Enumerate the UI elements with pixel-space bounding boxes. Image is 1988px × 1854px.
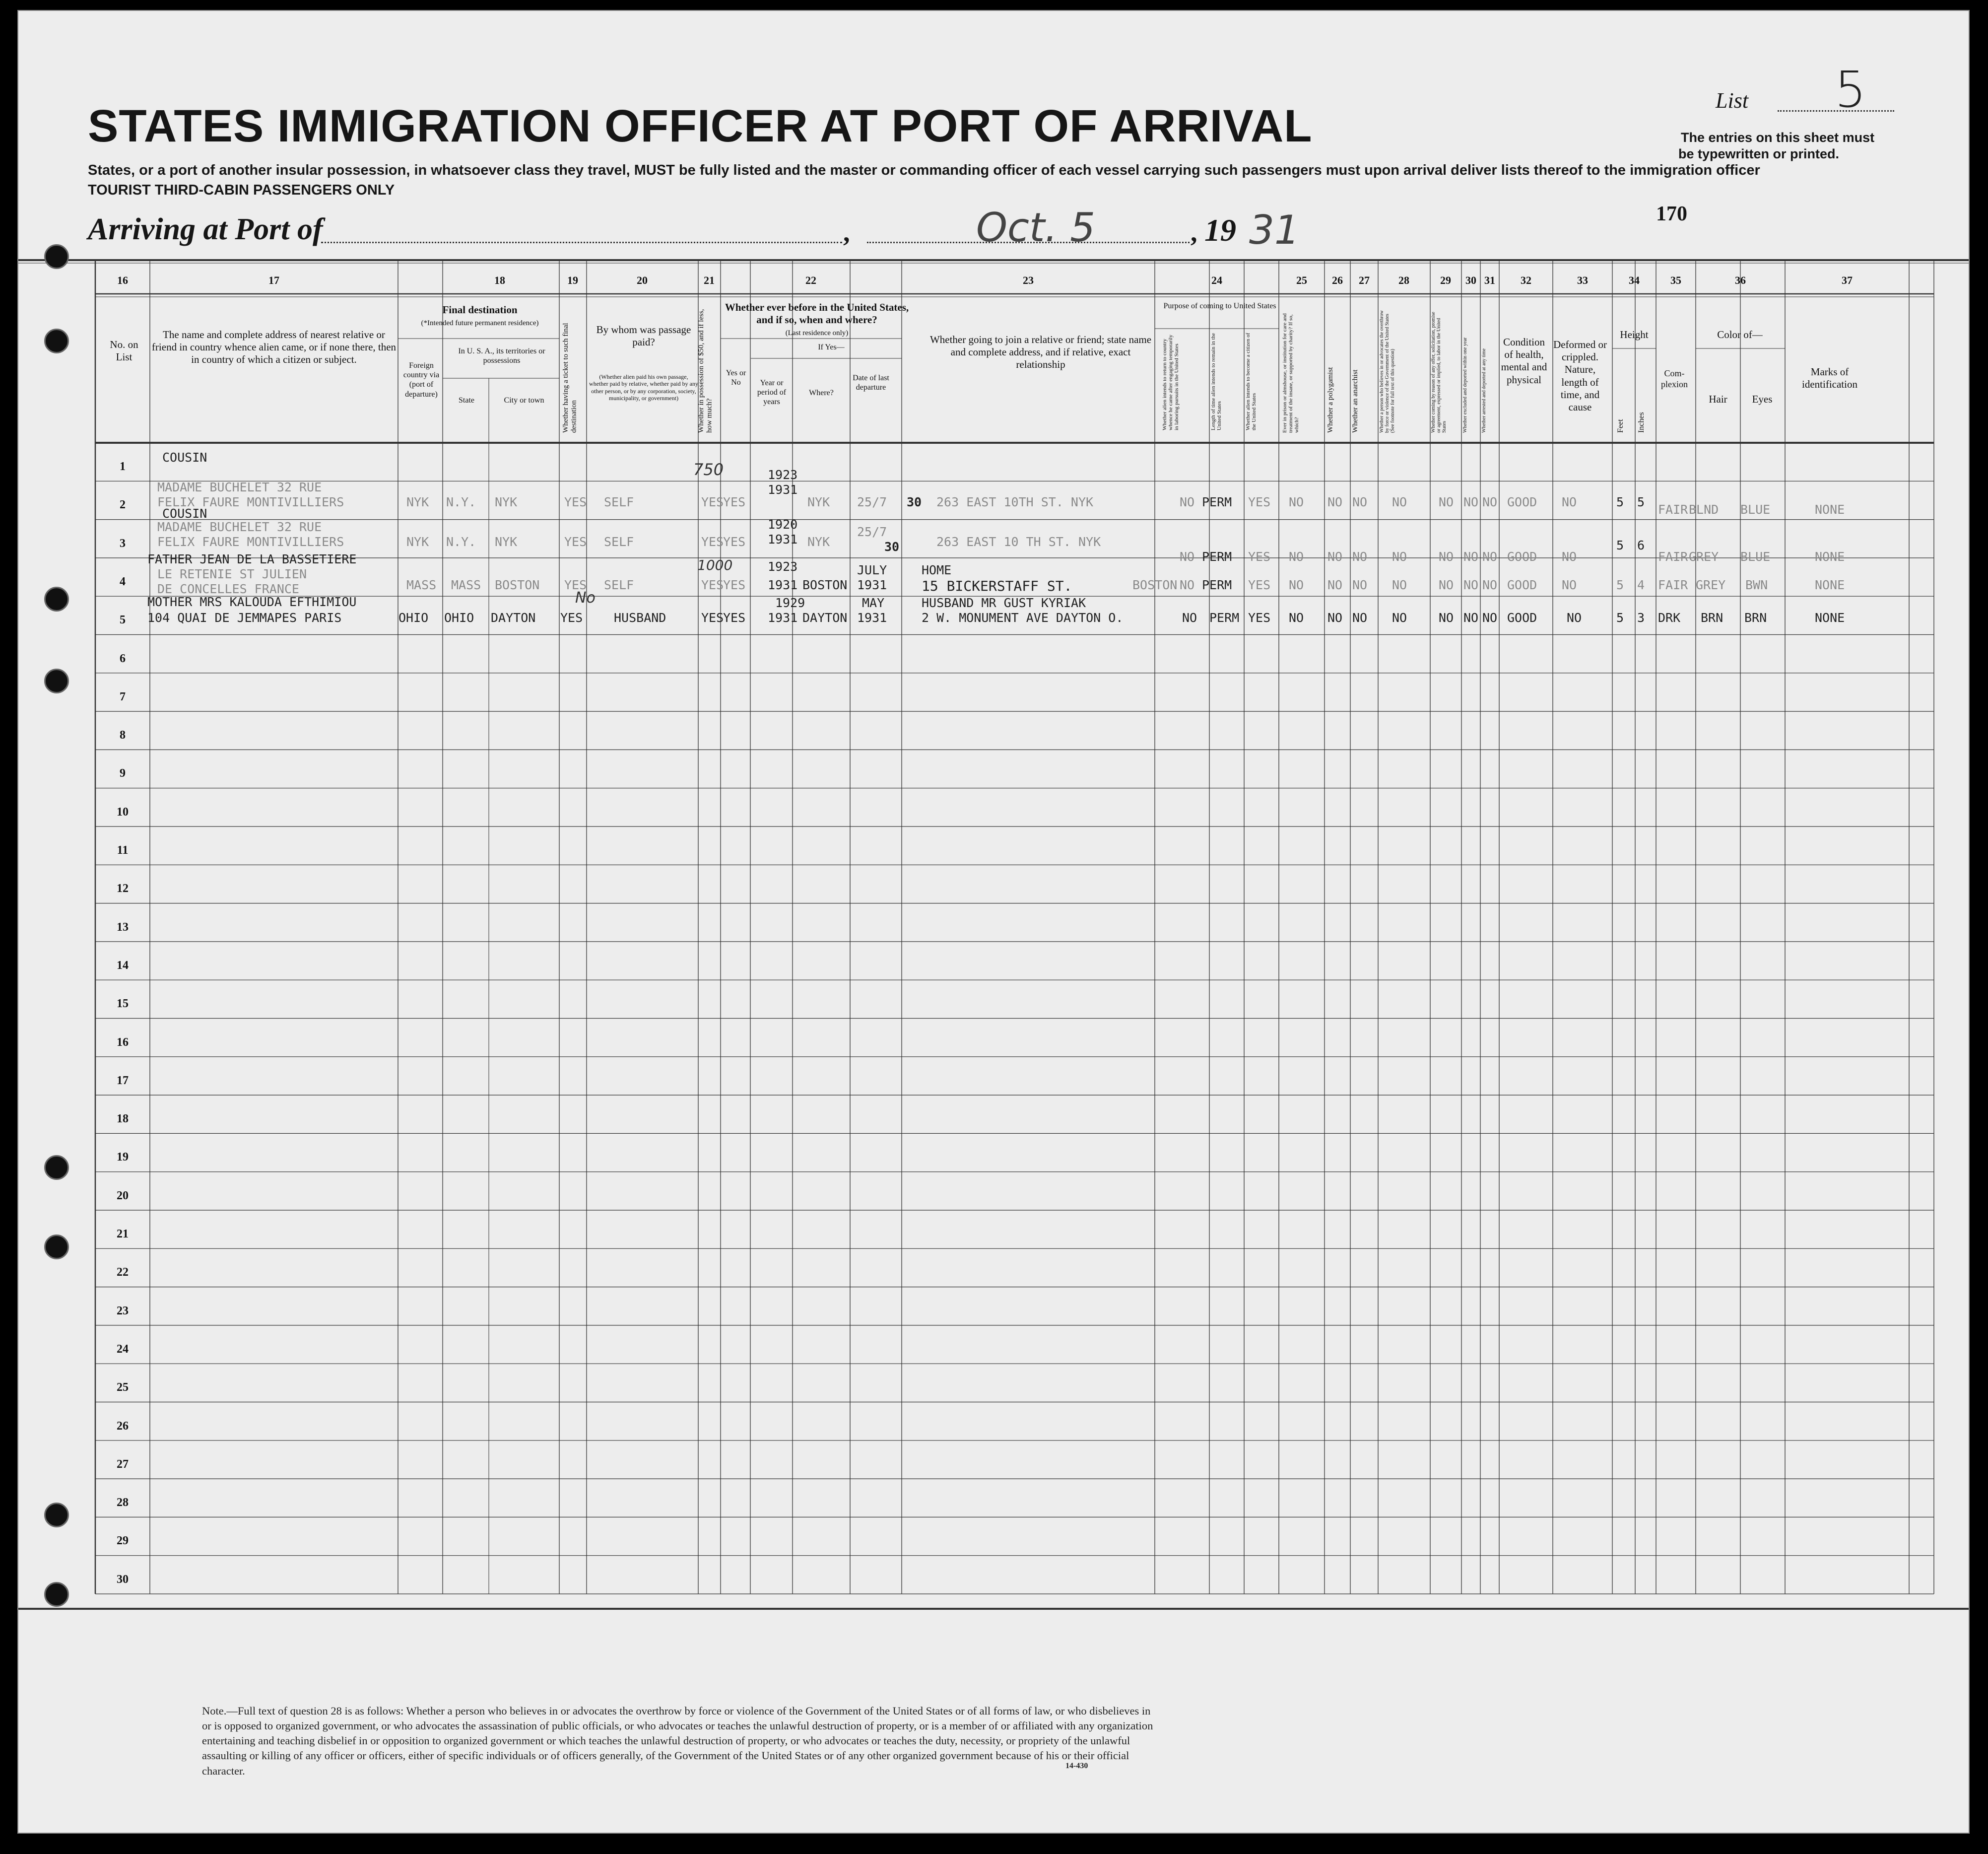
join-address: HOME	[922, 563, 952, 577]
row-number: 20	[117, 1189, 129, 1202]
health-condition: GOOD	[1507, 578, 1537, 592]
q28-answer: NO	[1392, 549, 1407, 564]
join-house-number: 30	[907, 495, 922, 509]
q29-answer: NO	[1439, 495, 1454, 509]
health-condition: GOOD	[1507, 611, 1537, 625]
height-inches: 6	[1637, 538, 1645, 552]
foreign-country: NYK	[406, 535, 429, 549]
departure-date: 25/7	[857, 525, 887, 539]
relationship-label: FATHER JEAN DE LA BASSETIERE	[147, 552, 357, 566]
header-q31: Whether arrested and deported at any time	[1481, 348, 1487, 433]
join-address: 263 EAST 10 TH ST. NYK	[936, 535, 1101, 549]
residence-where: NYK	[807, 495, 830, 509]
eye-color: BLUE	[1740, 502, 1771, 517]
purpose-citizen: YES	[1248, 611, 1271, 625]
years-in-us: 1931	[768, 611, 798, 625]
q30-answer: NO	[1463, 611, 1479, 625]
join-house-number: 30	[884, 540, 900, 554]
header-in-usa: In U. S. A., its territories or possessions	[458, 347, 545, 365]
residence-where: BOSTON	[802, 578, 848, 592]
height-feet: 5	[1616, 578, 1624, 592]
row-number: 27	[117, 1457, 129, 1471]
q26-answer: NO	[1327, 578, 1343, 592]
footnote: Note.—Full text of question 28 is as follows: Whether a person who believes in or advocates the overthrow by force or violence of the Government of the United States or of all forms of law, or who disbelieves in or is opposed to organized government, or who advocates the assassination of public officials, or who advocates or teaches the unlawful destruction of property, or is a member of or affiliated with any organization entertaining and teaching disbelief in or opposition to organized government or which teaches the unlawful destruction of property, or who advocates or teaches the duty, necessity, or propriety of the unlawful assaulting or killing of any officer or officers, either of specific individuals or of officers generally, of the Government of the United States or of any other organized government because of his or their official character.	[202, 1705, 1153, 1777]
q27-answer: NO	[1352, 578, 1368, 592]
row-number: 18	[117, 1112, 129, 1126]
column-number: 27	[1359, 274, 1370, 286]
complexion: FAIR	[1658, 502, 1688, 517]
possession-answer: YES	[701, 535, 724, 549]
page-title: STATES IMMIGRATION OFFICER AT PORT OF ARRIVAL	[88, 101, 1313, 151]
height-feet: 5	[1616, 611, 1624, 625]
q26-answer: NO	[1327, 495, 1343, 509]
departure-date: JULY	[857, 563, 887, 577]
binder-hole	[44, 1155, 69, 1180]
column-number: 29	[1440, 274, 1451, 286]
column-number: 16	[117, 274, 128, 286]
arriving-label: Arriving at Port of	[88, 212, 323, 246]
row-number: 2	[120, 498, 126, 512]
class-line: TOURIST THIRD-CABIN PASSENGERS ONLY	[88, 182, 395, 198]
foreign-country: NYK	[406, 495, 429, 509]
complexion: FAIR	[1658, 578, 1688, 592]
q31-answer: NO	[1482, 578, 1498, 592]
column-number: 30	[1465, 274, 1476, 286]
departure-date: MAY	[862, 596, 885, 610]
row-number: 24	[117, 1342, 129, 1356]
header-feet: Feet	[1616, 419, 1625, 433]
q28-answer: NO	[1392, 611, 1407, 625]
ticket-answer: YES	[560, 611, 583, 625]
height-feet: 5	[1616, 495, 1624, 509]
relative-name: LE RETENIE ST JULIEN	[157, 567, 307, 581]
header-state: State	[459, 396, 474, 405]
departure-date: 1931	[857, 611, 887, 625]
q25-answer: NO	[1289, 611, 1304, 625]
years-in-us: 1931	[768, 482, 798, 497]
sheet-number: 170	[1656, 203, 1687, 225]
purpose-length: PERM	[1202, 549, 1232, 564]
row-number: 3	[120, 537, 126, 550]
relative-address: 104 QUAI DE JEMMAPES PARIS	[147, 611, 342, 625]
header-polygamist: Whether a polygamist	[1326, 367, 1334, 433]
q30-answer: NO	[1463, 578, 1479, 592]
relative-address: DE CONCELLES FRANCE	[157, 582, 299, 596]
destination-city: BOSTON	[495, 578, 540, 592]
header-passage-note: (Whether alien paid his own passage, whether paid by relative, whether paid by any other person, or by any corporation, society, municipality, or government)	[589, 373, 698, 402]
header-final-destination-note: (*Intended future permanent residence)	[421, 319, 539, 327]
height-inches: 3	[1637, 611, 1645, 625]
column-number: 31	[1484, 274, 1495, 286]
hair-color: GREY	[1696, 578, 1726, 592]
foreign-country: MASS	[406, 578, 437, 592]
passage-paid-by: SELF	[604, 578, 634, 592]
arrival-date: Oct. 5	[976, 205, 1096, 251]
q31-answer: NO	[1482, 549, 1498, 564]
header-purpose-length: Length of time alien intends to remain in the United States	[1210, 333, 1223, 430]
header-condition: Condition of health, mental and physical	[1501, 336, 1547, 386]
money-amount: 750	[693, 460, 724, 479]
join-address: HUSBAND MR GUST KYRIAK	[922, 596, 1086, 610]
header-anarchist: Whether an anarchist	[1351, 369, 1359, 433]
destination-city: NYK	[495, 495, 518, 509]
header-inches: Inches	[1637, 412, 1646, 433]
manifest-sheet	[17, 10, 1970, 1834]
header-where: Where?	[809, 389, 834, 397]
header-prison: Ever in prison or almshouse, or institution for care and treatment of the insane, or supported by charity? If so, which?	[1282, 313, 1300, 433]
header-before-us: Whether ever before in the United States, and if so, when and where?	[725, 301, 909, 326]
column-number: 37	[1842, 274, 1853, 286]
destination-state: MASS	[451, 578, 481, 592]
header-relative: The name and complete address of nearest relative or friend in country whence alien came, or if none there, then in country of which a citizen or subject.	[151, 329, 397, 366]
column-number: 28	[1398, 274, 1409, 286]
row-number: 4	[120, 575, 126, 588]
column-number: 23	[1023, 274, 1034, 286]
q25-answer: NO	[1289, 578, 1304, 592]
row-number: 25	[117, 1381, 129, 1394]
q31-answer: NO	[1482, 495, 1498, 509]
eye-color: BWN	[1745, 578, 1768, 592]
header-purpose-return: Whether alien intends to return to country whence he came after engaging temporarily in laboring pursuits in the United States	[1162, 335, 1180, 430]
header-date-departure: Date of last departure	[853, 374, 889, 392]
row-number: 1	[120, 460, 126, 474]
header-foreign-country: Foreign country via (port of departure)	[403, 361, 440, 399]
deformed-answer: NO	[1562, 549, 1577, 564]
q25-answer: NO	[1289, 495, 1304, 509]
year-prefix: 19	[1204, 212, 1236, 248]
years-in-us: 1931	[768, 532, 798, 547]
header-purpose: Purpose of coming to United States	[1163, 302, 1276, 310]
residence-where: NYK	[807, 535, 830, 549]
row-number: 29	[117, 1534, 129, 1548]
row-number: 11	[117, 844, 129, 857]
header-purpose-citizen: Whether alien intends to become a citizen of the United States	[1245, 333, 1258, 430]
purpose-citizen: YES	[1248, 495, 1271, 509]
q27-answer: NO	[1352, 495, 1368, 509]
row-number: 28	[117, 1496, 129, 1510]
q27-answer: NO	[1352, 611, 1368, 625]
height-feet: 5	[1616, 538, 1624, 552]
comma-separator: ,	[843, 217, 850, 247]
ticket-answer: YES	[564, 578, 587, 592]
header-eyes: Eyes	[1752, 393, 1773, 405]
before-us-answer: YES	[723, 611, 746, 625]
join-address: BOSTON	[1132, 578, 1178, 592]
purpose-citizen: YES	[1248, 578, 1271, 592]
ticket-answer: YES	[564, 535, 587, 549]
header-before-us-note: (Last residence only)	[785, 329, 849, 337]
row-number: 7	[120, 690, 126, 703]
header-if-yes: If Yes—	[818, 343, 845, 351]
before-us-answer: YES	[723, 495, 746, 509]
relative-address: FELIX FAURE MONTIVILLIERS	[157, 535, 344, 549]
column-number: 33	[1577, 274, 1588, 286]
deformed-answer: NO	[1562, 495, 1577, 509]
q30-answer: NO	[1463, 549, 1479, 564]
row-number: 19	[117, 1151, 129, 1164]
purpose-length: PERM	[1202, 578, 1232, 592]
q25-answer: NO	[1289, 549, 1304, 564]
destination-city: DAYTON	[491, 611, 536, 625]
instructions-line-2: be typewritten or printed.	[1678, 146, 1840, 161]
identification-marks: NONE	[1815, 549, 1845, 564]
column-number: 24	[1211, 274, 1222, 286]
instructions-line-1: The entries on this sheet must	[1681, 130, 1875, 145]
header-q29: Whether coming by reason of any offer, solicitation, promise or agreement, expressed or implied, to labor in the United States	[1431, 312, 1447, 433]
row-number: 13	[117, 920, 129, 934]
destination-state: N.Y.	[446, 495, 476, 509]
identification-marks: NONE	[1815, 502, 1845, 517]
hair-color: BLND	[1689, 502, 1719, 517]
row-number: 8	[120, 729, 126, 742]
row-number: 6	[120, 652, 126, 665]
list-label: List	[1716, 88, 1749, 113]
purpose-length: PERM	[1202, 495, 1232, 509]
header-no-on-list: No. on List	[110, 339, 138, 363]
row-number: 22	[117, 1266, 129, 1279]
years-in-us: 1923	[768, 559, 798, 574]
row-number: 30	[117, 1573, 129, 1586]
q27-answer: NO	[1352, 549, 1368, 564]
years-in-us: 1923	[768, 468, 798, 482]
before-us-answer: YES	[723, 578, 746, 592]
header-joining: Whether going to join a relative or friend; state name and complete address, and if relative, exact relationship	[929, 334, 1152, 371]
complexion: FAIR	[1658, 549, 1688, 564]
form-number: 14-430	[1065, 1762, 1088, 1770]
years-in-us: 1920	[768, 517, 798, 532]
eye-color: BRN	[1744, 611, 1767, 625]
years-in-us: 1929	[775, 596, 805, 610]
relationship-label: MOTHER MRS KALOUDA EFTHIMIOU	[147, 595, 357, 609]
header-year-or-period: Year or period of years	[757, 379, 787, 407]
column-number: 26	[1332, 274, 1343, 286]
header-color-of: Color of—	[1717, 329, 1763, 341]
header-passage-paid: By whom was passage paid?	[596, 324, 691, 348]
header-deformed: Deformed or crippled. Nature, length of time, and cause	[1553, 339, 1607, 413]
relative-address: FELIX FAURE MONTIVILLIERS	[157, 495, 344, 509]
q29-answer: NO	[1439, 549, 1454, 564]
purpose-return: NO	[1180, 549, 1195, 564]
column-number: 35	[1670, 274, 1681, 286]
q29-answer: NO	[1439, 611, 1454, 625]
q28-answer: NO	[1392, 578, 1407, 592]
header-q28: Whether a person who believes in or advocates the overthrow by force or violence of the Government of the United States (See footnote for full text of this question)	[1379, 310, 1395, 433]
row-number: 15	[117, 997, 129, 1011]
q26-answer: NO	[1327, 611, 1343, 625]
deformed-answer: NO	[1567, 611, 1582, 625]
passage-paid-by: SELF	[604, 495, 634, 509]
eye-color: BLUE	[1740, 549, 1771, 564]
column-number: 18	[494, 274, 505, 286]
q28-answer: NO	[1392, 495, 1407, 509]
destination-city: NYK	[495, 535, 518, 549]
health-condition: GOOD	[1507, 549, 1537, 564]
row-number: 21	[117, 1228, 129, 1241]
column-number: 17	[268, 274, 279, 286]
passage-paid-by: HUSBAND	[614, 611, 666, 625]
binder-hole	[44, 329, 69, 353]
row-number: 16	[117, 1035, 129, 1049]
foreign-country: OHIO	[398, 611, 429, 625]
column-number: 25	[1296, 274, 1307, 286]
q26-answer: NO	[1327, 549, 1343, 564]
column-number: 36	[1735, 274, 1746, 286]
height-inches: 4	[1637, 578, 1645, 592]
relationship-label: COUSIN	[162, 506, 207, 521]
header-hair: Hair	[1709, 393, 1727, 405]
column-number: 22	[805, 274, 816, 286]
possession-answer: YES	[701, 578, 724, 592]
header-city: City or town	[504, 396, 544, 405]
destination-state: OHIO	[444, 611, 474, 625]
relative-name: MADAME BUCHELET 32 RUE	[157, 480, 322, 494]
ticket-answer: YES	[564, 495, 587, 509]
join-address: 2 W. MONUMENT AVE DAYTON O.	[922, 611, 1124, 625]
identification-marks: NONE	[1815, 578, 1845, 592]
row-number: 5	[120, 614, 126, 627]
header-possession: Whether in possession of $50, and if less, how much?	[697, 309, 714, 433]
passage-paid-by: SELF	[604, 535, 634, 549]
health-condition: GOOD	[1507, 495, 1537, 509]
row-number: 12	[117, 882, 129, 895]
row-number: 10	[117, 805, 129, 819]
destination-state: N.Y.	[446, 535, 476, 549]
years-in-us: 1931	[768, 578, 798, 592]
header-height: Height	[1620, 329, 1649, 341]
header-complexion: Com-plexion	[1661, 368, 1688, 389]
row-number: 17	[117, 1074, 129, 1087]
column-number: 34	[1629, 274, 1640, 286]
q29-answer: NO	[1439, 578, 1454, 592]
relationship-label: COUSIN	[162, 450, 207, 465]
row-number: 23	[117, 1304, 129, 1317]
header-marks: Marks of identification	[1802, 366, 1857, 391]
identification-marks: NONE	[1815, 611, 1845, 625]
purpose-return: NO	[1180, 578, 1195, 592]
column-number: 21	[704, 274, 715, 286]
join-address: 263 EAST 10TH ST. NYK	[936, 495, 1094, 509]
comma-separator: ,	[1191, 217, 1197, 247]
money-amount: 1000	[697, 557, 733, 573]
departure-date: 25/7	[857, 495, 887, 509]
binder-hole	[44, 1582, 69, 1607]
possession-answer: YES	[701, 611, 724, 625]
q31-answer: NO	[1482, 611, 1498, 625]
binder-hole	[44, 1503, 69, 1527]
purpose-length: PERM	[1209, 611, 1240, 625]
purpose-citizen: YES	[1248, 549, 1271, 564]
q30-answer: NO	[1463, 495, 1479, 509]
relative-name: MADAME BUCHELET 32 RUE	[157, 520, 322, 534]
column-number: 19	[567, 274, 578, 286]
binder-hole	[44, 669, 69, 693]
header-q30: Whether excluded and deported within one year	[1462, 337, 1468, 433]
purpose-return: NO	[1180, 495, 1195, 509]
binder-hole	[44, 587, 69, 612]
binder-hole	[44, 1235, 69, 1259]
row-number: 9	[120, 767, 126, 780]
before-us-answer: YES	[723, 535, 746, 549]
binder-hole	[44, 244, 69, 269]
hair-color: GREY	[1689, 549, 1719, 564]
column-number: 20	[637, 274, 648, 286]
residence-where: DAYTON	[802, 611, 848, 625]
height-inches: 5	[1637, 495, 1645, 509]
hair-color: BRN	[1701, 611, 1723, 625]
complexion: DRK	[1658, 611, 1681, 625]
ticket-correction: No	[575, 589, 596, 607]
header-ticket: Whether having a ticket to such final destination	[562, 323, 578, 433]
purpose-return: NO	[1182, 611, 1197, 625]
deformed-answer: NO	[1562, 578, 1577, 592]
header-final-destination: Final destination	[442, 304, 518, 316]
year-suffix: 31	[1249, 207, 1300, 253]
list-number: 5	[1835, 61, 1866, 119]
possession-answer: YES	[701, 495, 724, 509]
row-number: 26	[117, 1419, 129, 1433]
header-yes-or-no: Yes or No	[726, 369, 746, 387]
join-address: 15 BICKERSTAFF ST.	[922, 578, 1072, 594]
subtitle: States, or a port of another insular possession, in whatsoever class they travel, MUST be fully listed and the master or commanding officer of each vessel carrying such passengers must upon arrival deliver lists thereof to the immigration officer	[88, 162, 1760, 178]
departure-date: 1931	[857, 578, 887, 592]
row-number: 14	[117, 959, 129, 972]
column-number: 32	[1521, 274, 1531, 286]
